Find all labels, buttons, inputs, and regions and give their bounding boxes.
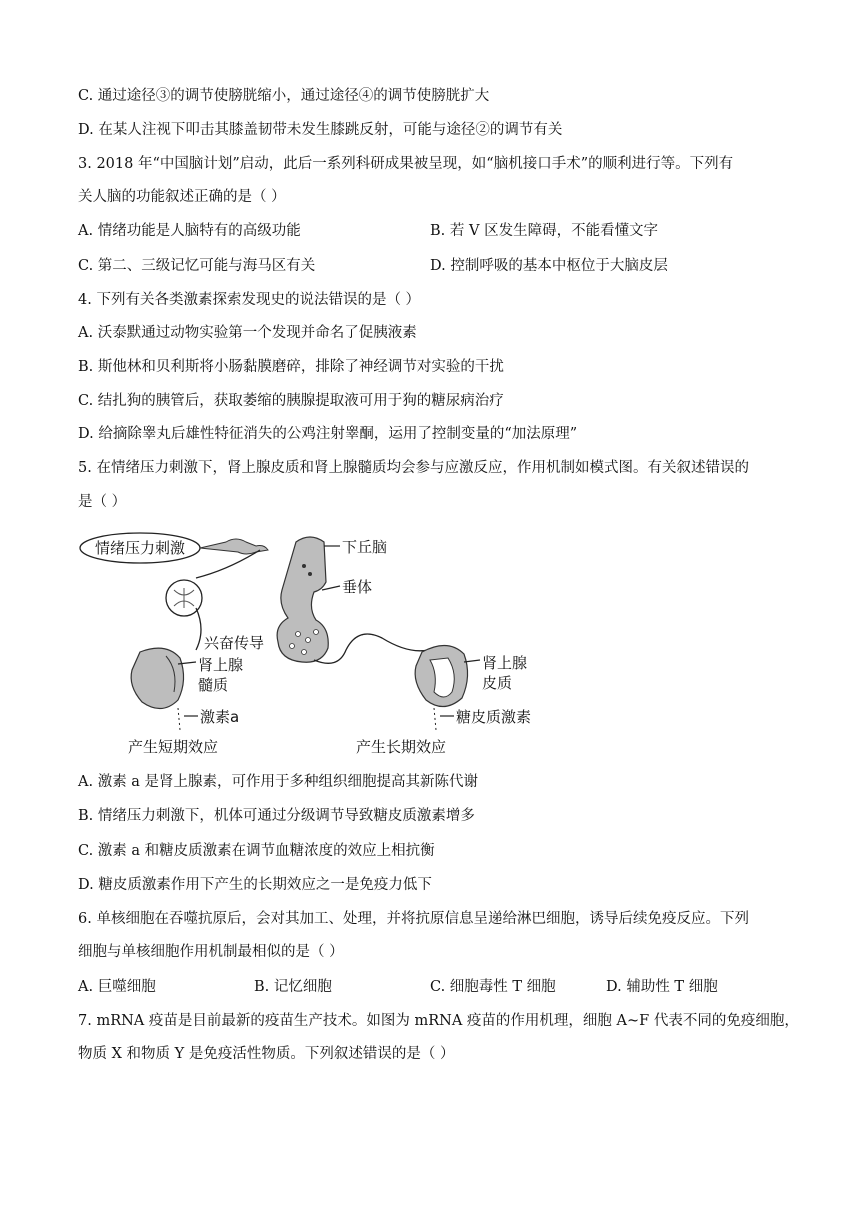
q5-option-b: B. 情绪压力刺激下，机体可通过分级调节导致糖皮质激素增多: [78, 808, 475, 824]
q7-stem-line-2: 物质 X 和物质 Y 是免疫活性物质。下列叙述错误的是（ ）: [78, 1046, 455, 1062]
q6-option-d: D. 辅助性 T 细胞: [606, 979, 718, 995]
hormone-a-label: 激素a: [200, 708, 240, 726]
cortisol-label: 糖皮质激素: [456, 708, 532, 726]
q3-option-c: C. 第二、三级记忆可能与海马区有关: [78, 258, 316, 274]
long-effect-label: 产生长期效应: [356, 738, 447, 756]
stress-response-diagram: [78, 530, 538, 770]
left-adrenal-gland: [131, 648, 183, 708]
cortex-label-2: 皮质: [482, 674, 513, 692]
q4-option-a: A. 沃泰默通过动物实验第一个发现并命名了促胰液素: [78, 325, 417, 341]
q6-stem-line-1: 6. 单核细胞在吞噬抗原后，会对其加工、处理，并将抗原信息呈递给淋巴细胞，诱导后续免疫反应。下列: [78, 911, 749, 927]
q3-stem-line-1: 3. 2018 年“中国脑计划”启动，此后一系列科研成果被呈现，如“脑机接口手术”的顺利进行等。下列有: [78, 156, 734, 172]
q3-option-d: D. 控制呼吸的基本中枢位于大脑皮层: [430, 258, 668, 274]
conduction-label: 兴奋传导: [204, 634, 265, 652]
q3-option-b: B. 若 V 区发生障碍，不能看懂文字: [430, 223, 659, 239]
q4-stem: 4. 下列有关各类激素探索发现史的说法错误的是（ ）: [78, 292, 421, 308]
short-effect-label: 产生短期效应: [128, 738, 219, 756]
q6-option-a: A. 巨噬细胞: [78, 979, 156, 995]
q5-option-d: D. 糖皮质激素作用下产生的长期效应之一是免疫力低下: [78, 877, 432, 893]
pituitary-label: 垂体: [342, 578, 373, 596]
q4-option-b: B. 斯他林和贝利斯将小肠黏膜磨碎，排除了神经调节对实验的干扰: [78, 359, 504, 375]
q6-option-b: B. 记忆细胞: [254, 979, 332, 995]
q6-option-c: C. 细胞毒性 T 细胞: [430, 979, 556, 995]
q5-stem-line-2: 是（ ）: [78, 494, 127, 510]
medulla-label-1: 肾上腺: [198, 656, 244, 674]
medulla-label-2: 髓质: [198, 676, 229, 694]
q5-option-a: A. 激素 a 是肾上腺素，可作用于多种组织细胞提高其新陈代谢: [78, 774, 479, 790]
q5-stem-line-1: 5. 在情绪压力刺激下，肾上腺皮质和肾上腺髓质均会参与应激反应，作用机制如模式图。有关叙述错误的: [78, 460, 749, 476]
stimulus-label: 情绪压力刺激: [94, 539, 186, 557]
q4-option-d: D. 给摘除睾丸后雄性特征消失的公鸡注射睾酮，运用了控制变量的“加法原理”: [78, 426, 578, 442]
q2-option-c: C. 通过途径③的调节使膀胱缩小，通过途径④的调节使膀胱扩大: [78, 88, 490, 104]
q6-stem-line-2: 细胞与单核细胞作用机制最相似的是（ ）: [78, 944, 344, 960]
q4-option-c: C. 结扎狗的胰管后，获取萎缩的胰腺提取液可用于狗的糖尿病治疗: [78, 393, 504, 409]
q2-option-d: D. 在某人注视下叩击其膝盖韧带未发生膝跳反射，可能与途径②的调节有关: [78, 122, 563, 138]
q3-stem-line-2: 关人脑的功能叙述正确的是（ ）: [78, 189, 286, 205]
cortex-label-1: 肾上腺: [482, 654, 528, 672]
q5-option-c: C. 激素 a 和糖皮质激素在调节血糖浓度的效应上相抗衡: [78, 843, 435, 859]
q3-option-a: A. 情绪功能是人脑特有的高级功能: [78, 223, 301, 239]
hypothalamus-pituitary-shape: [277, 537, 328, 662]
hypothalamus-label: 下丘脑: [342, 538, 388, 556]
q7-stem-line-1: 7. mRNA 疫苗是目前最新的疫苗生产技术。如图为 mRNA 疫苗的作用机理，细胞 A~F 代表不同的免疫细胞，: [78, 1013, 799, 1029]
